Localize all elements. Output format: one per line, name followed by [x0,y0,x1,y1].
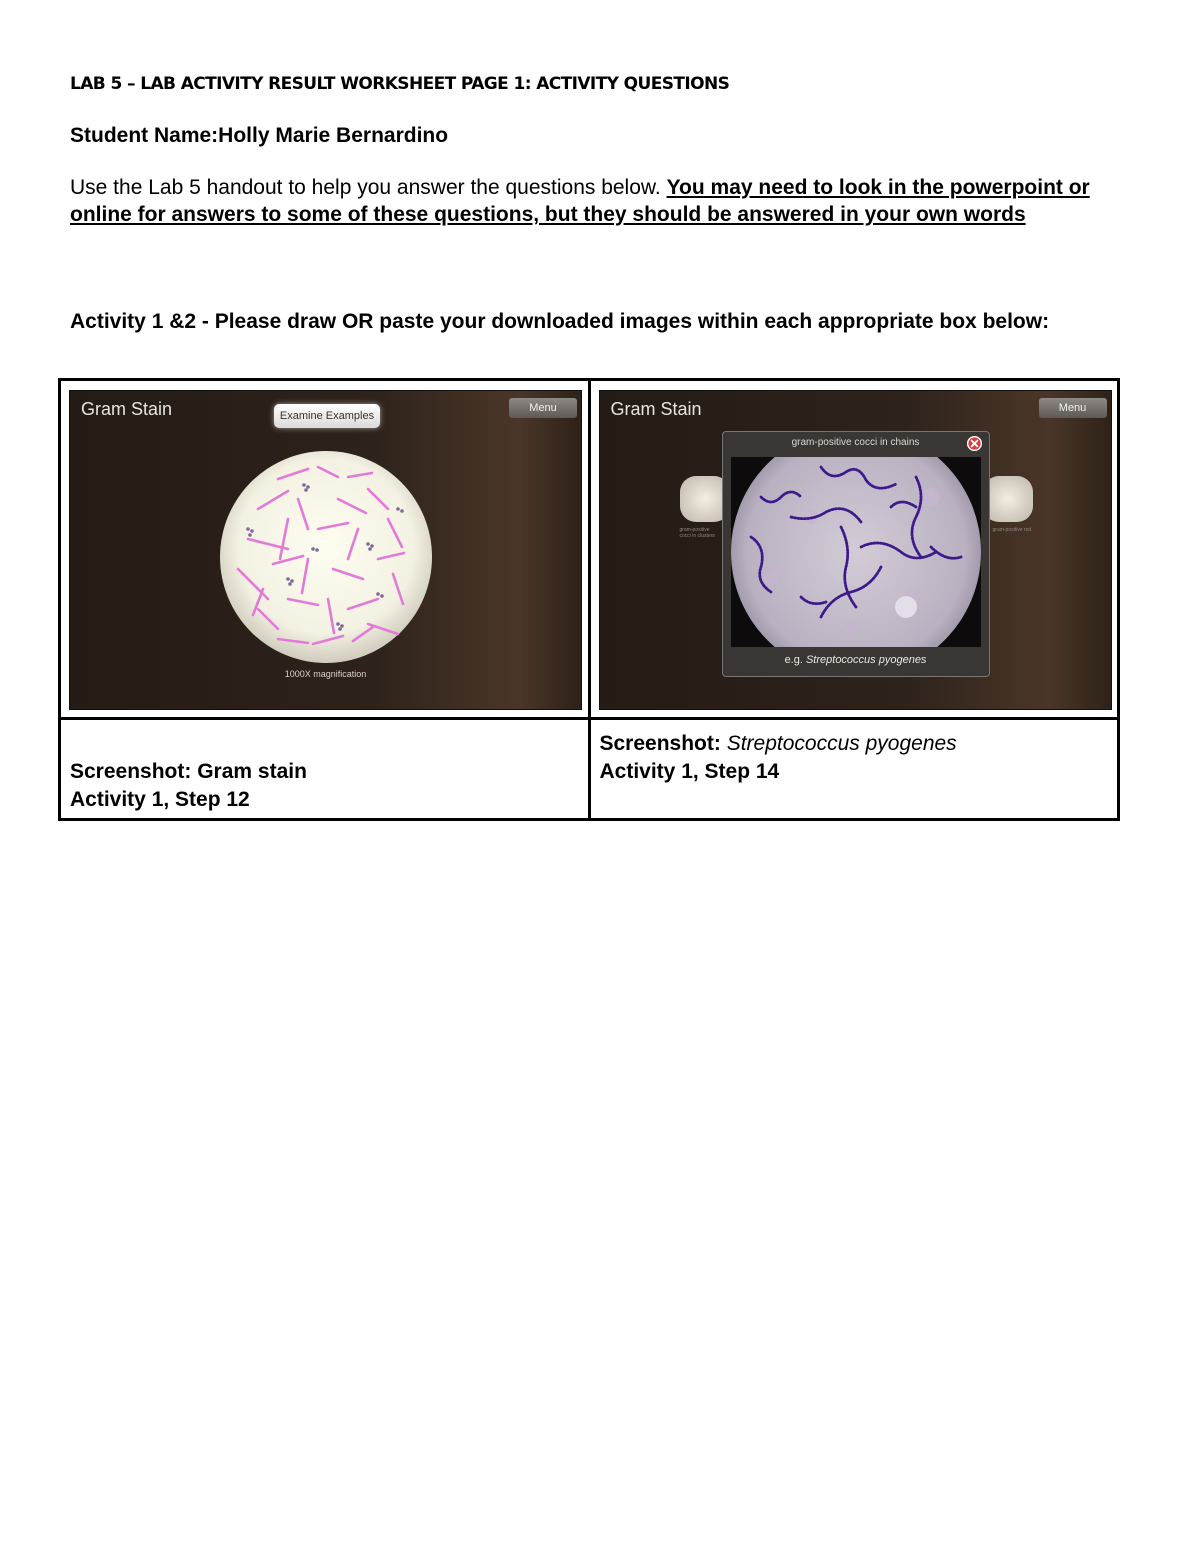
right-caption-species: Streptococcus pyogenes [726,732,957,755]
instructions-paragraph [70,174,1140,228]
right-caption-cell [589,719,1119,820]
instructions-emphasis-text: You may need to look in the powerpoint or online for answers to some of these questions, but they should be answered in your own words [70,176,1090,226]
student-name: Student Name:Holly Marie Bernardino [70,124,449,147]
instructions-plain-text: Use the Lab 5 handout to help you answer the questions below. [70,176,667,199]
streptococcus-screenshot [599,390,1112,710]
screenshot-table [58,378,1120,821]
close-icon[interactable] [966,435,983,452]
examine-examples-button[interactable]: Examine Examples [274,404,380,428]
example-popup [722,431,990,677]
popup-title: gram-positive cocci in chains [791,437,920,448]
right-image-cell [589,380,1119,719]
example-thumbnail-left-label: gram-positive cocci in clusters [679,527,715,539]
menu-button[interactable]: Menu [509,398,577,418]
right-caption-line1 [600,730,957,758]
worksheet-title: LAB 5 – LAB ACTIVITY RESULT WORKSHEET PAGE 1: ACTIVITY QUESTIONS [70,74,730,94]
microscope-field-purple [731,457,981,647]
left-caption-cell [60,719,590,820]
popup-caption-prefix: e.g. [784,654,806,666]
activity-prompt: Activity 1 &2 - Please draw OR paste your downloaded images within each appropriate box below: [70,310,1050,333]
menu-button[interactable]: Menu [1039,398,1107,418]
popup-caption-species: Streptococcus pyogenes [805,654,927,666]
left-image-cell [60,380,590,719]
app-title: Gram Stain [610,399,702,419]
popup-caption [723,654,989,666]
left-caption-line1: Screenshot: Gram stain [70,760,307,783]
left-caption-line2: Activity 1, Step 12 [70,788,250,811]
example-thumbnail-right[interactable] [983,476,1033,522]
right-caption [600,730,957,786]
example-thumbnail-right-label: gram-positive rod [992,527,1032,533]
app-title: Gram Stain [81,399,173,419]
gram-stain-screenshot [69,390,582,710]
magnification-label: 1000X magnification [284,669,367,679]
left-caption [70,758,307,814]
right-caption-line2: Activity 1, Step 14 [599,760,780,783]
microscope-field-pink [218,449,434,665]
right-caption-label: Screenshot: [599,732,727,755]
